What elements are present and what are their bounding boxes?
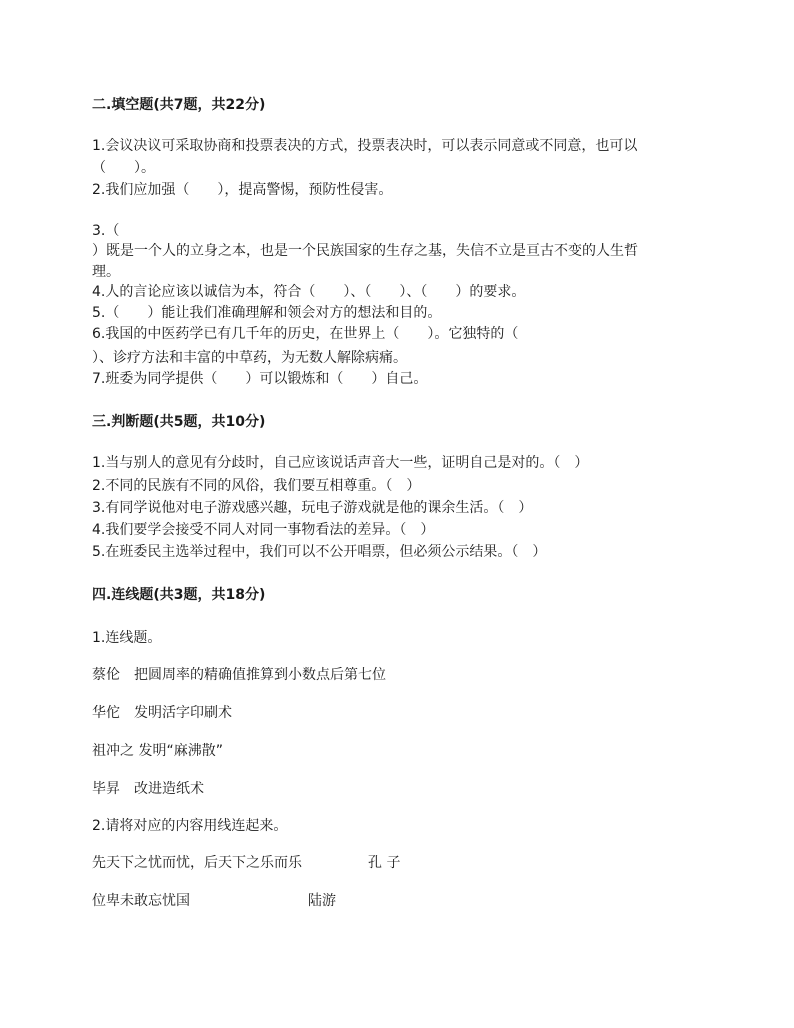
fill-q2: 2.我们应加强（ ），提高警惕，预防性侵害。 [92,182,393,198]
judge-q5: 5.在班委民主选举过程中，我们可以不公开唱票，但必须公示结果。（ ） [92,544,547,560]
match1-item: 华佗 发明活字印刷术 [92,705,232,721]
match2-right-item: 陆游 [308,893,336,909]
fill-q3-line2: ）既是一个人的立身之本，也是一个民族国家的生存之基，失信不立是亘古不变的人生哲 [92,243,638,259]
fill-q5: 5.（ ）能让我们准确理解和领会对方的想法和目的。 [92,305,442,321]
match-q2-title: 2.请将对应的内容用线连起来。 [92,818,288,834]
section-2-heading: 二.填空题(共7题，共22分) [92,97,266,113]
judge-q4: 4.我们要学会接受不同人对同一事物看法的差异。（ ） [92,522,435,538]
fill-q1-line2: （ ）。 [92,160,155,176]
judge-q1: 1.当与别人的意见有分歧时，自己应该说话声音大一些，证明自己是对的。（ ） [92,455,589,471]
match1-item: 祖冲之 发明“麻沸散” [92,743,223,759]
match2-right-item: 孔 子 [368,855,401,871]
match1-item: 蔡伦 把圆周率的精确值推算到小数点后第七位 [92,667,386,683]
match-q1-title: 1.连线题。 [92,630,162,646]
fill-q7: 7.班委为同学提供（ ）可以锻炼和（ ）自己。 [92,371,428,387]
fill-q6-line2: ）、诊疗方法和丰富的中草药，为无数人解除病痛。 [92,350,407,366]
fill-q4: 4.人的言论应该以诚信为本，符合（ ）、（ ）、（ ）的要求。 [92,284,526,300]
judge-q2: 2.不同的民族有不同的风俗，我们要互相尊重。（ ） [92,478,421,494]
fill-q3-line3: 理。 [92,264,120,280]
fill-q3-line1: 3.（ [92,223,120,239]
match1-item: 毕昇 改进造纸术 [92,781,204,797]
fill-q1-line1: 1.会议决议可采取协商和投票表决的方式，投票表决时，可以表示同意或不同意，也可以 [92,138,638,154]
match2-left-item: 先天下之忧而忧，后天下之乐而乐 [92,855,302,871]
section-3-heading: 三.判断题(共5题，共10分) [92,414,266,430]
fill-q6-line1: 6.我国的中医药学已有几千年的历史，在世界上（ ）。它独特的（ [92,326,519,342]
judge-q3: 3.有同学说他对电子游戏感兴趣，玩电子游戏就是他的课余生活。（ ） [92,500,533,516]
match2-left-item: 位卑未敢忘忧国 [92,893,190,909]
section-4-heading: 四.连线题(共3题，共18分) [92,587,266,603]
